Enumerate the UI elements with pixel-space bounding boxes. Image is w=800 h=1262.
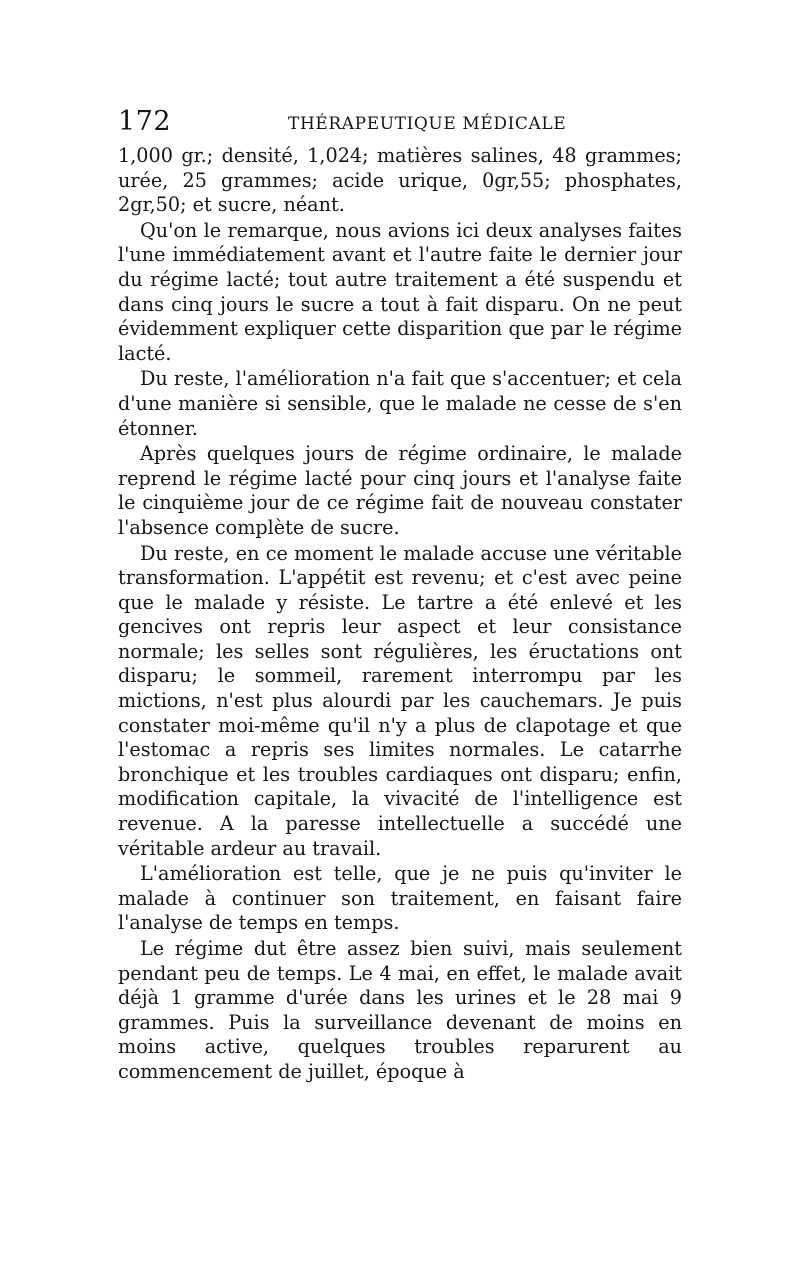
paragraph-2: Qu'on le remarque, nous avions ici deux analyses faites l'une immédiatement avant et l'autre faite le dernier jour du régime lacté; tout autre traitement a été suspendu et dans cinq jours le sucre a tout à fait disparu. On ne peut évidemment expliquer cette disparition que par le régime lacté.: [118, 218, 682, 365]
paragraph-1: 1,000 gr.; densité, 1,024; matières salines, 48 grammes; urée, 25 grammes; acide urique, 0gr,55; phosphates, 2gr,50; et sucre, néant.: [118, 144, 682, 217]
paragraph-3: Du reste, l'amélioration n'a fait que s'accentuer; et cela d'une manière si sensible, que le malade ne cesse de s'en étonner.: [118, 367, 682, 440]
running-title: THÉRAPEUTIQUE MÉDICALE: [288, 114, 567, 134]
paragraph-7: Le régime dut être assez bien suivi, mais seulement pendant peu de temps. Le 4 mai, en effet, le malade avait déjà 1 gramme d'urée dans les urines et le 28 mai 9 grammes. Puis la surveillance devenant de moins en moins active, quelques troubles reparurent au commencement de juillet, époque à: [118, 937, 682, 1083]
body-text: [118, 144, 682, 1085]
paragraph-4: Après quelques jours de régime ordinaire, le malade reprend le régime lacté pour cinq jours et l'analyse faite le cinquième jour de ce régime fait de nouveau constater l'absence complète de sucre.: [118, 442, 682, 539]
running-head: [118, 104, 682, 140]
paragraph-5: Du reste, en ce moment le malade accuse une véritable transformation. L'appétit est revenu; et c'est avec peine que le malade y résiste. Le tartre a été enlevé et les gencives ont repris leur aspect et leur consistance normale; les selles sont régulières, les éructations ont disparu; le sommeil, rarement interrompu par les mictions, n'est plus alourdi par les cauchemars. Je puis constater moi-même qu'il n'y a plus de clapotage et que l'estomac a repris ses limites normales. Le catarrhe bronchique et les troubles cardiaques ont disparu; enfin, modification capitale, la vivacité de l'intelligence est revenue. A la paresse intellectuelle a succédé une véritable ardeur au travail.: [118, 541, 682, 860]
paragraph-6: L'amélioration est telle, que je ne puis qu'inviter le malade à continuer son traitement, en faisant faire l'analyse de temps en temps.: [118, 862, 682, 935]
page-number: 172: [118, 106, 172, 137]
